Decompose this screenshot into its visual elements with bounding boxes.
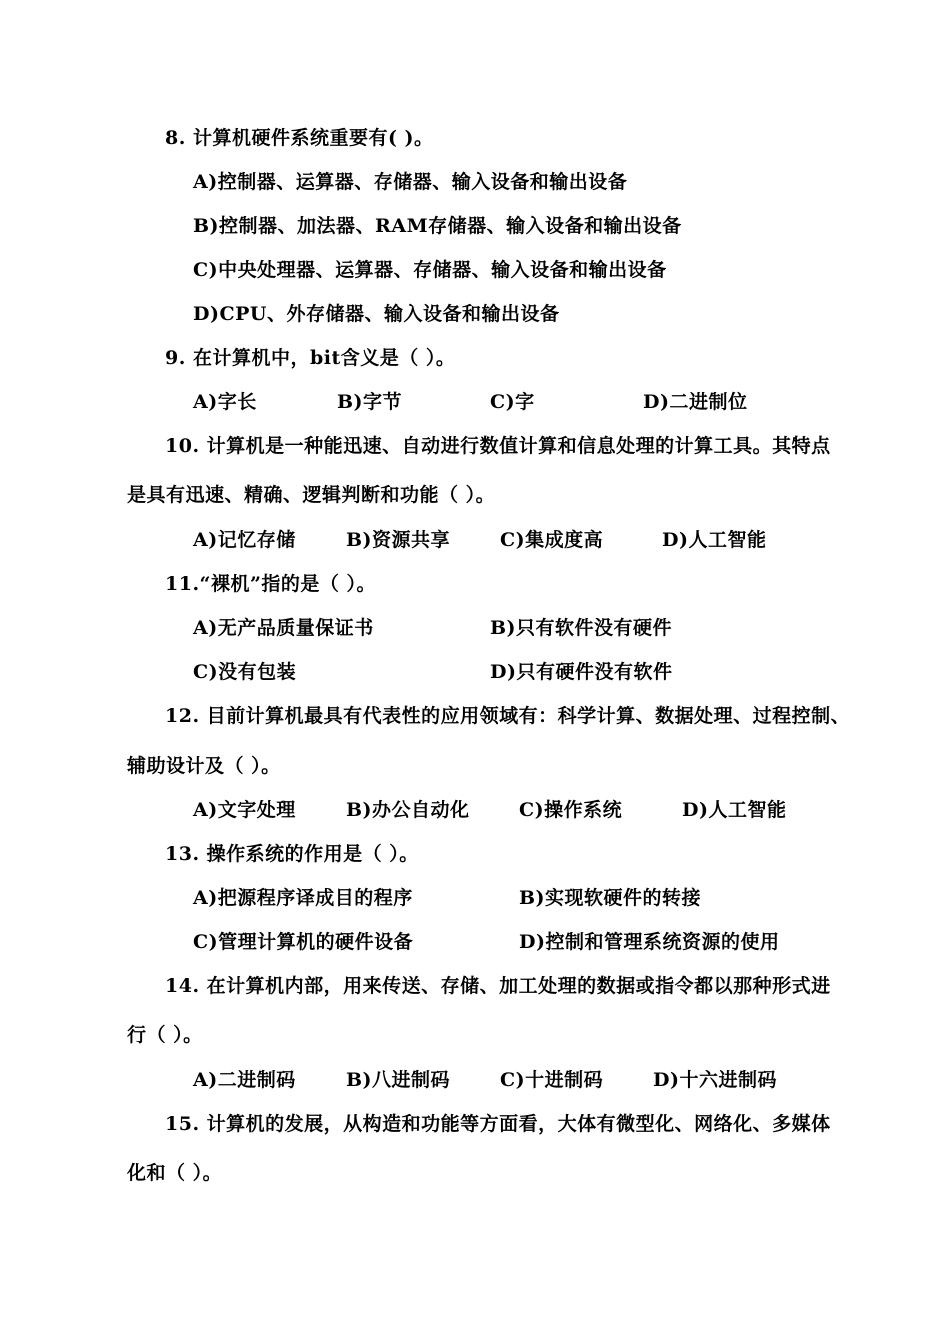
question-8-option-b: B)控制器、加法器、RAM存储器、输入设备和输出设备 <box>193 215 682 237</box>
question-10-stem-line-2: 是具有迅速、精确、逻辑判断和功能（ ）。 <box>127 484 496 506</box>
question-14-option-d: D)十六进制码 <box>653 1069 777 1091</box>
question-15-stem-line-1: 15. 计算机的发展，从构造和功能等方面看，大体有微型化、网络化、多媒体 <box>165 1113 831 1135</box>
question-12-option-b: B)办公自动化 <box>346 799 470 821</box>
question-11-option-a: A)无产品质量保证书 <box>193 617 374 639</box>
question-14-stem-line-1: 14. 在计算机内部，用来传送、存储、加工处理的数据或指令都以那种形式进 <box>165 975 831 997</box>
question-12-stem-line-1: 12. 目前计算机最具有代表性的应用领域有：科学计算、数据处理、过程控制、 <box>165 705 851 727</box>
question-10-option-c: C)集成度高 <box>500 529 604 551</box>
question-8-stem: 8. 计算机硬件系统重要有( )。 <box>165 127 434 149</box>
question-15-stem-line-2: 化和（ ）。 <box>127 1162 223 1184</box>
question-9-option-a: A)字长 <box>193 391 257 413</box>
question-10-stem-line-1: 10. 计算机是一种能迅速、自动进行数值计算和信息处理的计算工具。其特点 <box>165 435 831 457</box>
question-10-option-d: D)人工智能 <box>662 529 767 551</box>
question-12-option-d: D)人工智能 <box>682 799 787 821</box>
question-10-option-b: B)资源共享 <box>346 529 451 551</box>
question-9-option-c: C)字 <box>490 391 535 413</box>
question-13-option-d: D)控制和管理系统资源的使用 <box>519 931 780 953</box>
question-8-option-d: D)CPU、外存储器、输入设备和输出设备 <box>193 303 560 325</box>
question-14-stem-line-2: 行（ ）。 <box>127 1024 203 1046</box>
question-10-option-a: A)记忆存储 <box>193 529 296 551</box>
question-12-option-a: A)文字处理 <box>193 799 296 821</box>
question-8-option-a: A)控制器、运算器、存储器、输入设备和输出设备 <box>193 171 628 193</box>
question-13-option-a: A)把源程序译成目的程序 <box>193 887 413 909</box>
question-11-option-b: B)只有软件没有硬件 <box>490 617 673 639</box>
question-12-option-c: C)操作系统 <box>519 799 623 821</box>
question-13-option-b: B)实现软硬件的转接 <box>519 887 702 909</box>
question-14-option-a: A)二进制码 <box>193 1069 296 1091</box>
question-9-option-b: B)字节 <box>337 391 403 413</box>
question-13-option-c: C)管理计算机的硬件设备 <box>193 931 414 953</box>
question-9-stem: 9. 在计算机中，bit含义是（ ）。 <box>165 347 456 369</box>
question-14-option-b: B)八进制码 <box>346 1069 451 1091</box>
question-11-option-d: D)只有硬件没有软件 <box>490 661 673 683</box>
question-14-option-c: C)十进制码 <box>500 1069 604 1091</box>
question-13-stem: 13. 操作系统的作用是（ ）。 <box>165 843 419 865</box>
question-9-option-d: D)二进制位 <box>643 391 748 413</box>
question-11-option-c: C)没有包装 <box>193 661 297 683</box>
question-12-stem-line-2: 辅助设计及（ ）。 <box>127 755 281 777</box>
question-8-option-c: C)中央处理器、运算器、存储器、输入设备和输出设备 <box>193 259 667 281</box>
question-11-stem: 11.“裸机”指的是（ ）。 <box>165 573 377 595</box>
